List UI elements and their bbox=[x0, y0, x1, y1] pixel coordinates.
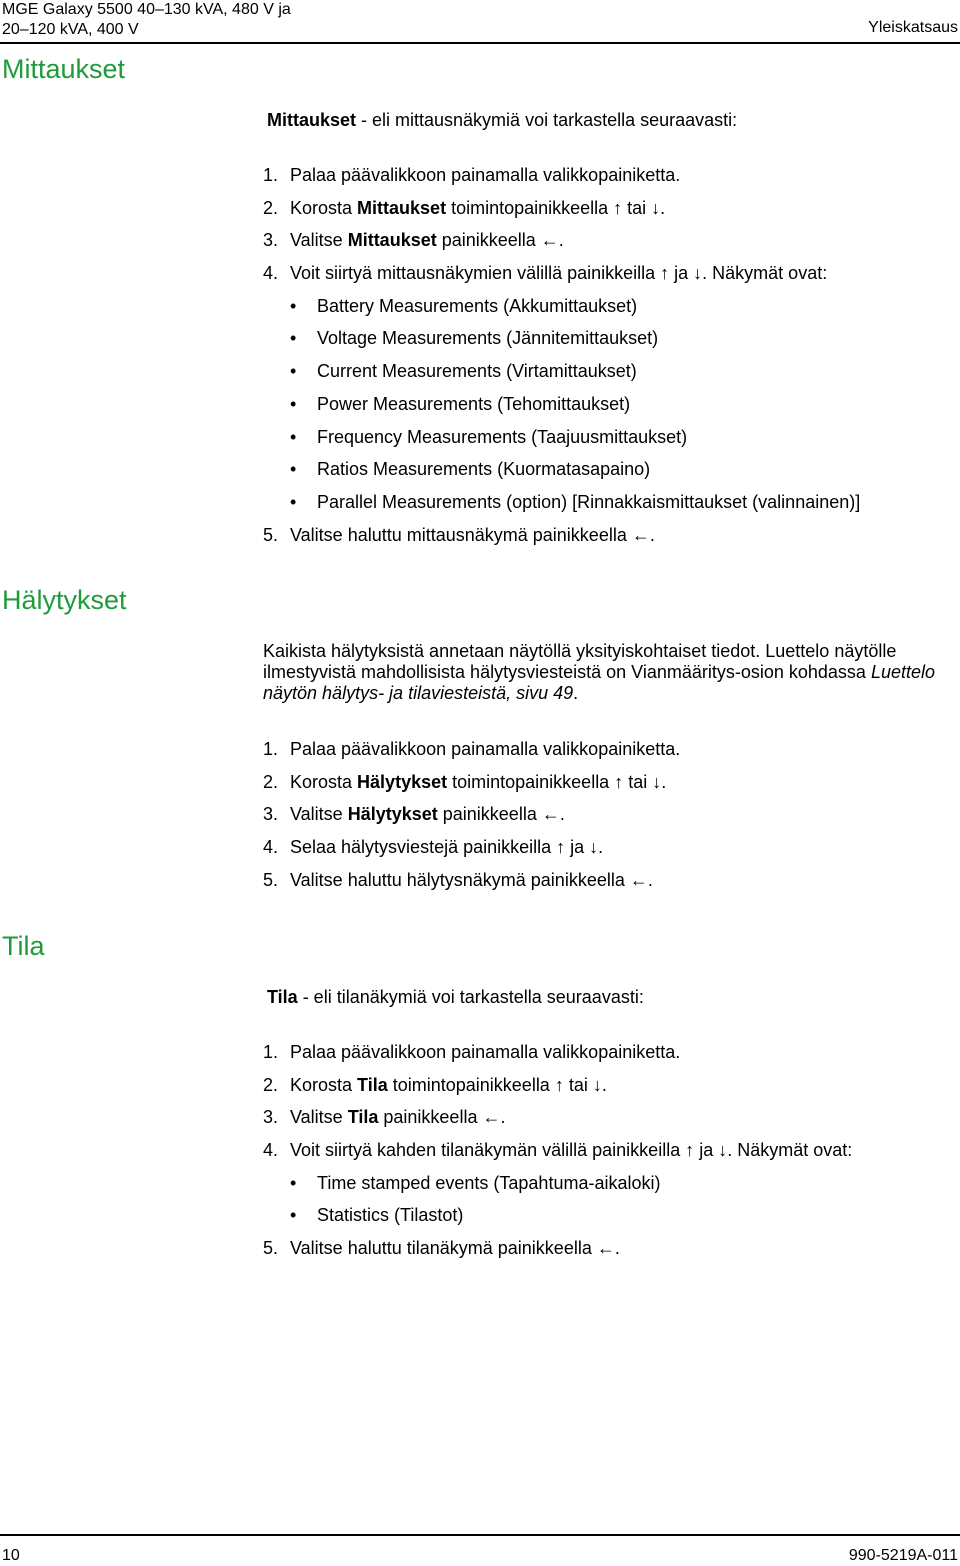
list-item bbox=[263, 1074, 852, 1107]
step-text-bold: Tila bbox=[347, 1107, 379, 1128]
step-number: 2. bbox=[263, 197, 279, 218]
step-text: Valitse haluttu hälytysnäkymä painikkeella ←. bbox=[290, 869, 653, 890]
bullet-icon: • bbox=[290, 295, 297, 316]
step-text-bold: Mittaukset bbox=[347, 230, 437, 251]
step-text: Korosta bbox=[290, 771, 358, 792]
step-text: Palaa päävalikkoon painamalla valikkopainiketta. bbox=[290, 165, 681, 185]
list-item bbox=[263, 393, 860, 426]
step-number: 4. bbox=[263, 837, 279, 858]
header-rule bbox=[0, 42, 960, 44]
mittaukset-intro-text: - eli mittausnäkymiä voi tarkastella seuraavasti: bbox=[356, 110, 738, 130]
heading-mittaukset: Mittaukset bbox=[2, 54, 126, 84]
list-item bbox=[263, 458, 860, 491]
step-text: Selaa hälytysviestejä painikkeilla ↑ ja ↓. bbox=[290, 837, 604, 858]
step-text: Valitse bbox=[290, 1107, 348, 1128]
step-number: 2. bbox=[263, 771, 279, 792]
footer-rule bbox=[0, 1534, 960, 1536]
step-text-bold: Mittaukset bbox=[357, 197, 447, 218]
bullet-icon: • bbox=[290, 328, 297, 349]
step-text: Voit siirtyä kahden tilanäkymän välillä painikkeilla ↑ ja ↓. Näkymät ovat: bbox=[290, 1140, 853, 1161]
step-text: Valitse bbox=[290, 804, 348, 825]
tila-intro-bold: Tila bbox=[267, 987, 298, 1007]
step-text: Palaa päävalikkoon painamalla valikkopainiketta. bbox=[290, 739, 681, 759]
list-item bbox=[263, 491, 860, 524]
view-name: Parallel Measurements (option) [Rinnakkaismittaukset (valinnainen)] bbox=[317, 491, 861, 512]
bullet-icon: • bbox=[290, 426, 297, 447]
bullet-icon: • bbox=[290, 393, 297, 414]
list-item bbox=[263, 197, 860, 230]
step-text: painikkeella ←. bbox=[436, 230, 564, 251]
tila-steps bbox=[263, 1041, 852, 1270]
step-text: Palaa päävalikkoon painamalla valikkopainiketta. bbox=[290, 1042, 681, 1062]
list-item bbox=[263, 738, 680, 771]
step-text: Korosta bbox=[290, 197, 358, 218]
step-text: Valitse haluttu mittausnäkymä painikkeella ←. bbox=[290, 524, 655, 545]
list-item bbox=[263, 1172, 852, 1205]
bullet-icon: • bbox=[290, 491, 297, 512]
step-text: toimintopainikkeella ↑ tai ↓. bbox=[387, 1074, 607, 1095]
list-item bbox=[263, 869, 680, 902]
view-name: Power Measurements (Tehomittaukset) bbox=[317, 393, 631, 414]
bullet-icon: • bbox=[290, 361, 297, 382]
header-section-name: Yleiskatsaus bbox=[868, 19, 958, 36]
view-name: Battery Measurements (Akkumittaukset) bbox=[317, 295, 638, 316]
step-text-bold: Hälytykset bbox=[357, 771, 448, 792]
list-item bbox=[263, 295, 860, 328]
list-item bbox=[263, 771, 680, 804]
document-id: 990-5219A-011 bbox=[848, 1547, 958, 1564]
step-text-bold: Tila bbox=[357, 1074, 388, 1095]
step-text: Valitse bbox=[290, 230, 348, 251]
step-number: 1. bbox=[263, 739, 279, 759]
view-name: Ratios Measurements (Kuormatasapaino) bbox=[317, 459, 651, 480]
step-number: 5. bbox=[263, 1238, 279, 1259]
list-item bbox=[263, 524, 860, 557]
paragraph-text: Kaikista hälytyksistä annetaan näytöllä yksityiskohtaiset tiedot. Luettelo näytölle ilmestyvistä mahdollisista hälytysviesteistä on Vianmääritys-osion kohdassa bbox=[263, 641, 897, 682]
step-number: 2. bbox=[263, 1074, 279, 1095]
list-item bbox=[263, 1139, 852, 1172]
paragraph-text: . bbox=[573, 683, 579, 703]
step-text: toimintopainikkeella ↑ tai ↓. bbox=[447, 771, 667, 792]
step-number: 3. bbox=[263, 230, 279, 251]
mittaukset-intro-bold: Mittaukset bbox=[267, 110, 357, 130]
step-number: 3. bbox=[263, 804, 279, 825]
view-name: Statistics (Tilastot) bbox=[317, 1205, 464, 1226]
step-text: painikkeella ←. bbox=[378, 1107, 506, 1128]
view-name: Frequency Measurements (Taajuusmittaukset) bbox=[317, 426, 688, 447]
page-header-product bbox=[2, 0, 291, 40]
list-item bbox=[263, 1237, 852, 1270]
list-item bbox=[263, 229, 860, 262]
halytykset-paragraph bbox=[263, 641, 943, 704]
header-product-line-1: MGE Galaxy 5500 40–130 kVA, 480 V ja bbox=[2, 1, 291, 18]
list-item bbox=[263, 1106, 852, 1139]
bullet-icon: • bbox=[290, 459, 297, 480]
tila-intro bbox=[267, 986, 644, 1008]
view-name: Time stamped events (Tapahtuma-aikaloki) bbox=[317, 1172, 661, 1193]
mittaukset-intro bbox=[267, 109, 737, 131]
list-item bbox=[263, 426, 860, 459]
step-number: 1. bbox=[263, 1042, 279, 1062]
step-text: Voit siirtyä mittausnäkymien välillä painikkeilla ↑ ja ↓. Näkymät ovat: bbox=[290, 263, 828, 284]
list-item bbox=[263, 360, 860, 393]
heading-halytykset: Hälytykset bbox=[2, 585, 127, 615]
list-item bbox=[263, 836, 680, 869]
step-number: 5. bbox=[263, 869, 279, 890]
step-number: 3. bbox=[263, 1107, 279, 1128]
list-item bbox=[263, 262, 860, 295]
step-number: 1. bbox=[263, 165, 279, 185]
mittaukset-steps bbox=[263, 164, 860, 556]
step-text: Korosta bbox=[290, 1074, 358, 1095]
bullet-icon: • bbox=[290, 1172, 297, 1193]
page-number: 10 bbox=[2, 1547, 20, 1564]
step-text: painikkeella ←. bbox=[437, 804, 565, 825]
heading-tila: Tila bbox=[2, 931, 45, 961]
list-item bbox=[263, 164, 860, 197]
step-text-bold: Hälytykset bbox=[347, 804, 438, 825]
list-item bbox=[263, 1204, 852, 1237]
step-number: 4. bbox=[263, 1140, 279, 1161]
list-item bbox=[263, 327, 860, 360]
view-name: Current Measurements (Virtamittaukset) bbox=[317, 361, 637, 382]
header-product-line-2: 20–120 kVA, 400 V bbox=[2, 21, 139, 38]
bullet-icon: • bbox=[290, 1205, 297, 1226]
tila-intro-text: - eli tilanäkymiä voi tarkastella seuraavasti: bbox=[297, 987, 644, 1007]
list-item bbox=[263, 1041, 852, 1074]
step-number: 5. bbox=[263, 524, 279, 545]
step-text: toimintopainikkeella ↑ tai ↓. bbox=[446, 197, 666, 218]
halytykset-steps bbox=[263, 738, 680, 901]
view-name: Voltage Measurements (Jännitemittaukset) bbox=[317, 328, 659, 349]
list-item bbox=[263, 803, 680, 836]
cross-reference: Luettelo näytön hälytys- ja tilaviesteistä, sivu 49 bbox=[263, 662, 935, 703]
step-number: 4. bbox=[263, 263, 279, 284]
step-text: Valitse haluttu tilanäkymä painikkeella ←. bbox=[290, 1238, 620, 1259]
